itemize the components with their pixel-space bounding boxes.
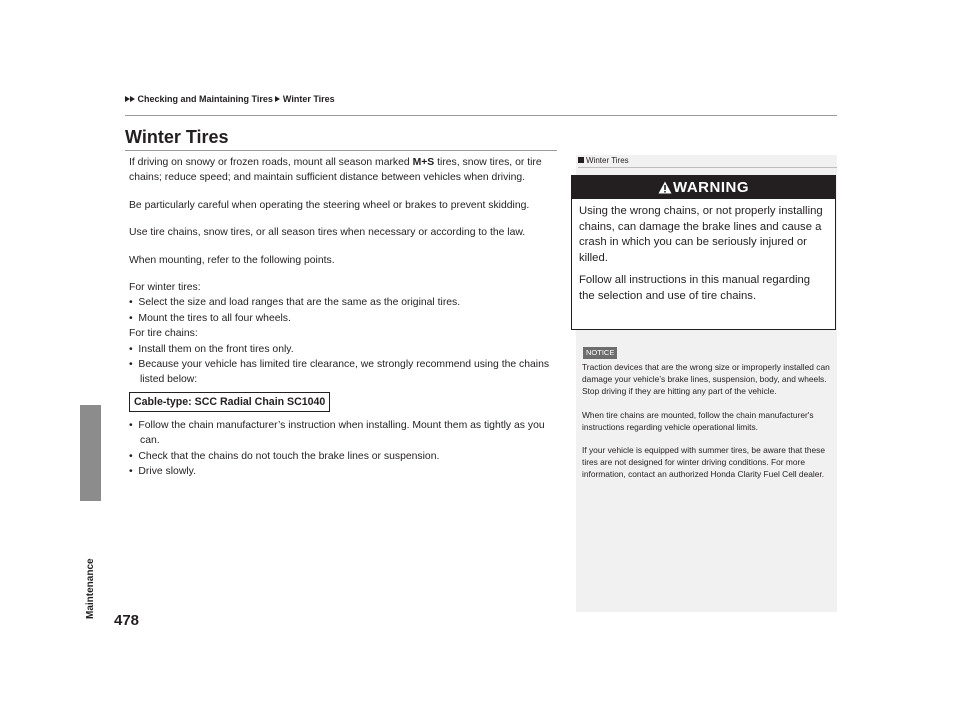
side-heading: Winter Tires xyxy=(578,156,629,165)
reference-square-icon xyxy=(578,157,584,163)
law-paragraph: Use tire chains, snow tires, or all season tires when necessary or according to the law. xyxy=(129,227,526,239)
warning-header: WARNING xyxy=(572,176,835,199)
ms-mark: M+S xyxy=(412,157,435,168)
notice-paragraph: When tire chains are mounted, follow the chain manufacturer's instructions regarding vehicle operational limits. xyxy=(582,409,814,432)
notice-badge: NOTICE xyxy=(583,347,617,359)
page-title: Winter Tires xyxy=(125,127,229,147)
notice-paragraph: If your vehicle is equipped with summer tires, be aware that these tires are not designed for winter driving conditions. For more information, contact an authorized Honda Clarity Fuel Cell dealer. xyxy=(582,445,825,480)
side-divider xyxy=(578,167,837,168)
section-tab xyxy=(80,405,101,501)
breadcrumb-part-1[interactable]: Checking and Maintaining Tires xyxy=(137,94,273,104)
list-item: • Select the size and load ranges that are the same as the original tires. xyxy=(129,297,461,309)
list-item: • Check that the chains do not touch the brake lines or suspension. xyxy=(129,450,440,462)
header-divider xyxy=(125,115,837,116)
section-label: Maintenance xyxy=(85,558,96,619)
warning-box xyxy=(571,175,836,330)
breadcrumb-arrow-icon xyxy=(275,96,280,102)
main-content xyxy=(129,155,565,480)
notice-content xyxy=(582,361,832,492)
chain-type-box: Cable-type: SCC Radial Chain SC1040 xyxy=(129,392,330,412)
list-item: • Follow the chain manufacturer’s instruction when installing. Mount them as tightly as you can. xyxy=(129,419,545,447)
breadcrumb-arrow-icon xyxy=(130,96,135,102)
list-item: • Drive slowly. xyxy=(129,466,196,478)
tire-chains-heading: For tire chains: xyxy=(129,328,198,340)
page-number: 478 xyxy=(114,612,140,629)
mounting-paragraph: When mounting, refer to the following points. xyxy=(129,254,335,266)
list-item: • Install them on the front tires only. xyxy=(129,343,294,355)
breadcrumb xyxy=(125,94,335,104)
list-item: • Because your vehicle has limited tire clearance, we strongly recommend using the chains listed below: xyxy=(129,359,550,386)
winter-tires-heading: For winter tires: xyxy=(129,282,201,294)
title-divider xyxy=(125,150,557,151)
caution-paragraph: Be particularly careful when operating the steering wheel or brakes to prevent skidding. xyxy=(129,199,530,211)
list-item: • Mount the tires to all four wheels. xyxy=(129,312,291,324)
warning-text: Using the wrong chains, or not properly installing chains, can damage the brake lines and cause a crash in which you can be seriously injured or killed. xyxy=(579,205,823,264)
notice-paragraph: Traction devices that are the wrong size or improperly installed can damage your vehicle’s brake lines, suspension, body, and wheels. Stop driving if they are hitting any part of the vehicle. xyxy=(582,362,830,397)
warning-triangle-icon xyxy=(658,181,672,194)
warning-text: Follow all instructions in this manual regarding the selection and use of tire chains. xyxy=(579,274,811,302)
intro-paragraph: If driving on snowy or frozen roads, mount all season marked M+S tires, snow tires, or tire chains; reduce speed; and maintain sufficient distance between vehicles when driving. xyxy=(129,157,542,184)
breadcrumb-part-2[interactable]: Winter Tires xyxy=(282,94,335,104)
